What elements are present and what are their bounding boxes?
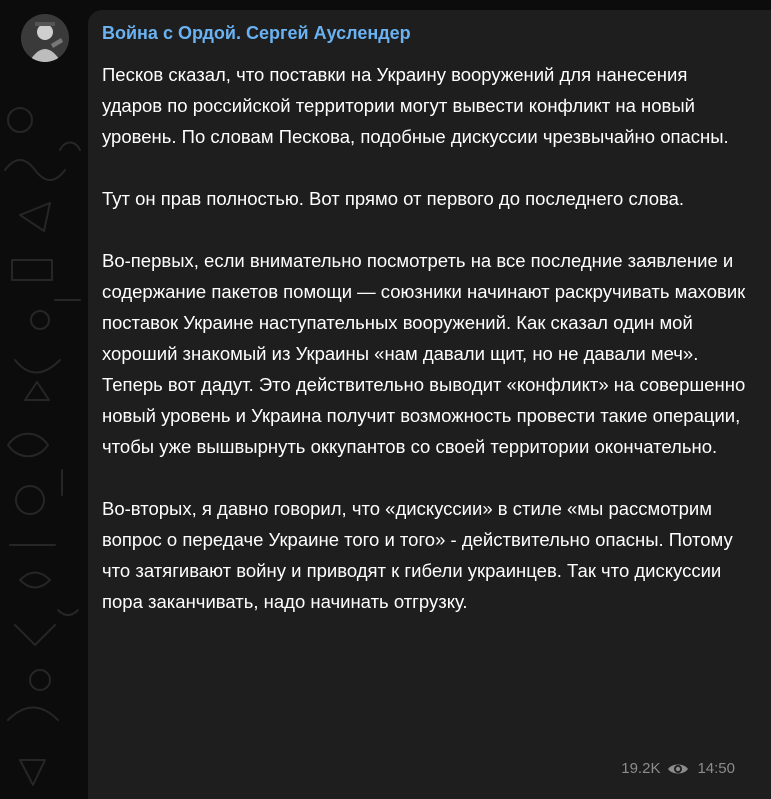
view-count: 19.2K bbox=[621, 760, 661, 777]
avatar-image bbox=[21, 14, 69, 62]
channel-avatar[interactable] bbox=[21, 14, 69, 62]
message-text bbox=[102, 59, 747, 617]
message-meta bbox=[621, 760, 735, 777]
message-paragraph: Во-вторых, я давно говорил, что «дискуссии» в стиле «мы рассмотрим вопрос о передаче Украине того и того» - действительно опасны. Потому что затягивают войну и приводят к гибели украинцев. Так что дискуссии пора заканчивать, надо начинать отгрузку. bbox=[102, 498, 733, 612]
message-paragraph: Во-первых, если внимательно посмотреть на все последние заявление и содержание пакетов помощи — союзники начинают раскручивать маховик поставок Украине наступательных вооружений. Как сказал один мой хороший знакомый из Украины «нам давали щит, но не давали меч». Теперь вот дадут. Это действительно выводит «конфликт» на совершенно новый уровень и Украина получит возможность провести такие операции, чтобы уже вышвырнуть оккупантов со своей территории окончательно. bbox=[102, 250, 746, 457]
eye-icon bbox=[667, 762, 689, 776]
channel-name[interactable]: Война с Ордой. Сергей Ауслендер bbox=[102, 23, 411, 43]
message-bubble[interactable] bbox=[88, 10, 771, 799]
message-paragraph: Тут он прав полностью. Вот прямо от первого до последнего слова. bbox=[102, 188, 685, 209]
message-time: 14:50 bbox=[697, 760, 735, 777]
message-paragraph: Песков сказал, что поставки на Украину вооружений для нанесения ударов по российской территории могут вывести конфликт на новый уровень. По словам Пескова, подобные дискуссии чрезвычайно опасны. bbox=[102, 64, 729, 147]
